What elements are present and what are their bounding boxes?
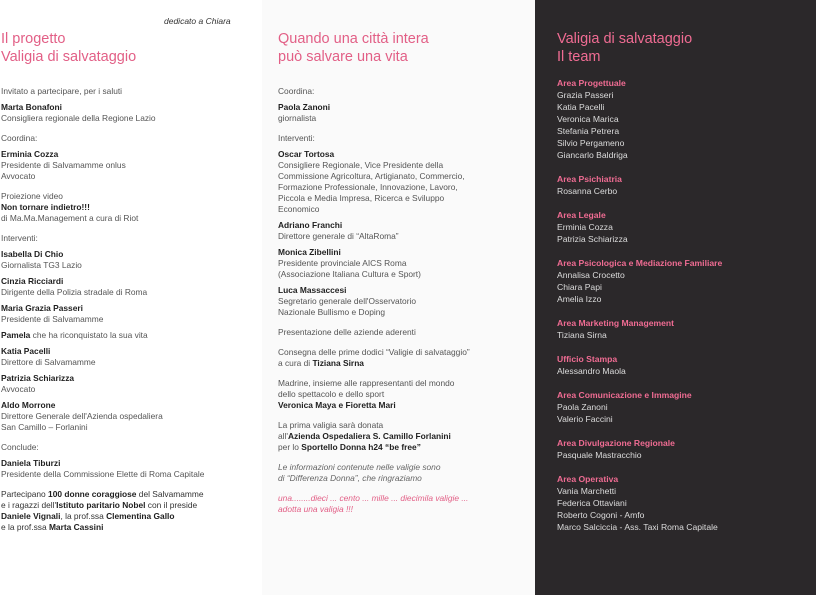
heading-line-2: Il team (557, 49, 601, 65)
speaker-role: San Camillo – Forlanini (1, 422, 88, 432)
speaker-name: Oscar Tortosa (278, 149, 335, 159)
speaker-name: Adriano Franchi (278, 220, 343, 230)
madrine-names: Veronica Maya e Fioretta Mari (278, 400, 396, 410)
consegna-prefix: a cura di (278, 358, 313, 368)
speaker-name: Cinzia Ricciardi (1, 276, 64, 286)
team-member: Silvio Pergameno (557, 138, 625, 148)
speaker-role: Consigliere Regionale, Vice Presidente della (278, 160, 444, 170)
area-title: Area Progettuale (557, 78, 626, 88)
team-member: Stefania Petrera (557, 126, 620, 136)
speaker-name: Aldo Morrone (1, 400, 56, 410)
hospital-name: Azienda Ospedaliera S. Camillo Forlanini (287, 431, 451, 441)
team-member: Paola Zanoni (557, 402, 608, 412)
team-member: Katia Pacelli (557, 102, 605, 112)
speaker-role: Direttore Generale dell'Azienda ospedaliera (1, 411, 163, 421)
speaker-name: Isabella Di Chio (1, 249, 64, 259)
closing-text: e la prof.ssa (1, 522, 49, 532)
team-member: Tiziana Sirna (557, 330, 607, 340)
speaker-name: Maria Grazia Passeri (1, 303, 83, 313)
madrine-text: dello spettacolo e dello sport (278, 389, 385, 399)
team-member: Vania Marchetti (557, 486, 617, 496)
consegna-text: Consegna delle prime dodici “Valigie di salvataggio” (278, 347, 470, 357)
slogan: adotta una valigia !!! (278, 504, 353, 514)
closing-text: , la prof.ssa (60, 511, 107, 521)
project-program (1, 86, 260, 533)
invite-text: Invitato a partecipare, per i saluti (1, 86, 123, 96)
city-program (278, 86, 533, 515)
city-heading (278, 30, 429, 66)
column-city (262, 0, 535, 595)
team-list (557, 77, 814, 533)
team-member: Federica Ottaviani (557, 498, 627, 508)
closing-text: del Salvamamme (136, 489, 204, 499)
conclude-role: Presidente della Commissione Elette di Roma Capitale (1, 469, 205, 479)
closing-line (1, 500, 260, 511)
team-member: Annalisa Crocetto (557, 270, 625, 280)
speaker-role: Nazionale Bullismo e Doping (278, 307, 386, 317)
team-member: Veronica Marica (557, 114, 619, 124)
video-title: Non tornare indietro!!! (1, 202, 90, 212)
area-title: Area Psichiatria (557, 174, 622, 184)
coordina-label: Coordina: (1, 133, 38, 143)
valigia-prefix: all' (278, 431, 288, 441)
area-title: Area Legale (557, 210, 606, 220)
closing-bold: 100 donne coraggiose (48, 489, 137, 499)
credits-note: Le informazioni contenute nelle valigie sono (278, 462, 441, 472)
team-member: Roberto Cogoni - Amfo (557, 510, 645, 520)
closing-line (1, 489, 260, 500)
coordina-role: giornalista (278, 113, 317, 123)
closing-bold: Marta Cassini (48, 522, 104, 532)
speaker-role: (Associazione Italiana Cultura e Sport) (278, 269, 421, 279)
speaker-name: Luca Massaccesi (278, 285, 347, 295)
column-team (535, 0, 816, 595)
dedication: dedicato a Chiara (164, 16, 231, 26)
consegna-name: Tiziana Sirna (312, 358, 364, 368)
invite-role: Consigliera regionale della Regione Lazio (1, 113, 156, 123)
team-member: Alessandro Maola (557, 366, 626, 376)
heading-line-2: può salvare una vita (278, 49, 408, 65)
team-member: Valerio Faccini (557, 414, 613, 424)
coordina-name: Erminia Cozza (1, 149, 59, 159)
valigia-hospital (278, 431, 533, 442)
speaker-role: Presidente di Salvamamme (1, 314, 104, 324)
pamela-name: Pamela (1, 330, 31, 340)
credits-note: di “Differenza Donna”, che ringraziamo (278, 473, 422, 483)
conclude-label: Conclude: (1, 442, 39, 452)
speaker-role: Formazione Professionale, Innovazione, Lavoro, (278, 182, 458, 192)
team-member: Erminia Cozza (557, 222, 613, 232)
interventi-label: Interventi: (1, 233, 38, 243)
closing-bold: Daniele Vignali (1, 511, 61, 521)
column-project (0, 0, 262, 595)
coordina-label: Coordina: (278, 86, 315, 96)
video-label: Proiezione video (1, 191, 63, 201)
speaker-role: Piccola e Media Impresa, Ricerca e Sviluppo (278, 193, 445, 203)
area-title: Area Operativa (557, 474, 619, 484)
speaker-role: Direttore generale di “AltaRoma” (278, 231, 399, 241)
speaker-role: Segretario generale dell'Osservatorio (278, 296, 416, 306)
closing-line (1, 511, 260, 522)
project-heading (1, 30, 136, 66)
consegna-credit (278, 358, 533, 369)
speaker-name: Patrizia Schiarizza (1, 373, 75, 383)
area-title: Area Comunicazione e Immagine (557, 390, 692, 400)
closing-text: con il preside (145, 500, 198, 510)
valigia-prefix: per lo (278, 442, 302, 452)
madrine-text: Madrine, insieme alle rappresentanti del mondo (278, 378, 455, 388)
valigia-desk (278, 442, 533, 453)
speaker-role: Dirigente della Polizia stradale di Roma (1, 287, 148, 297)
invite-name: Marta Bonafoni (1, 102, 62, 112)
team-member: Giancarlo Baldriga (557, 150, 628, 160)
team-member: Chiara Papi (557, 282, 602, 292)
team-member: Amelia Izzo (557, 294, 602, 304)
team-member: Patrizia Schiarizza (557, 234, 628, 244)
team-member: Rosanna Cerbo (557, 186, 618, 196)
area-title: Area Divulgazione Regionale (557, 438, 675, 448)
desk-name: Sportello Donna h24 “be free” (301, 442, 421, 452)
team-heading (557, 30, 692, 66)
closing-bold: Istituto paritario Nobel (56, 500, 146, 510)
closing-text: e i ragazzi dell' (1, 500, 57, 510)
speaker-role: Economico (278, 204, 320, 214)
speaker-role: Commissione Agricoltura, Artigianato, Commercio, (278, 171, 465, 181)
area-title: Area Marketing Management (557, 318, 675, 328)
conclude-name: Daniela Tiburzi (1, 458, 61, 468)
video-credit: di Ma.Ma.Management a cura di Riot (1, 213, 139, 223)
heading-line-1: Valigia di salvataggio (557, 31, 693, 47)
coordina-role: Presidente di Salvamamme onlus (1, 160, 126, 170)
closing-text: Partecipano (1, 489, 49, 499)
closing-line (1, 522, 260, 533)
speaker-role: Direttore di Salvamamme (1, 357, 96, 367)
team-member: Marco Salciccia - Ass. Taxi Roma Capitale (557, 522, 718, 532)
slogan: una........dieci ... cento ... mille ... diecimila valigie ... (278, 493, 469, 503)
valigia-text: La prima valigia sarà donata (278, 420, 384, 430)
area-title: Area Psicologica e Mediazione Familiare (557, 258, 723, 268)
speaker-role: Giornalista TG3 Lazio (1, 260, 82, 270)
heading-line-2: Valigia di salvataggio (1, 49, 137, 65)
area-title: Ufficio Stampa (557, 354, 618, 364)
closing-bold: Clementina Gallo (106, 511, 175, 521)
team-member: Pasquale Mastracchio (557, 450, 642, 460)
pamela-line (1, 330, 260, 341)
speaker-role: Presidente provinciale AICS Roma (278, 258, 407, 268)
heading-line-1: Quando una città intera (278, 31, 429, 47)
coordina-name: Paola Zanoni (278, 102, 331, 112)
team-member: Grazia Passeri (557, 90, 614, 100)
presentazione-text: Presentazione delle aziende aderenti (278, 327, 416, 337)
interventi-label: Interventi: (278, 133, 315, 143)
speaker-role: Avvocato (1, 384, 36, 394)
speaker-name: Katia Pacelli (1, 346, 51, 356)
coordina-role: Avvocato (1, 171, 36, 181)
pamela-text: che ha riconquistato la sua vita (30, 330, 148, 340)
speaker-name: Monica Zibellini (278, 247, 341, 257)
heading-line-1: Il progetto (1, 31, 66, 47)
